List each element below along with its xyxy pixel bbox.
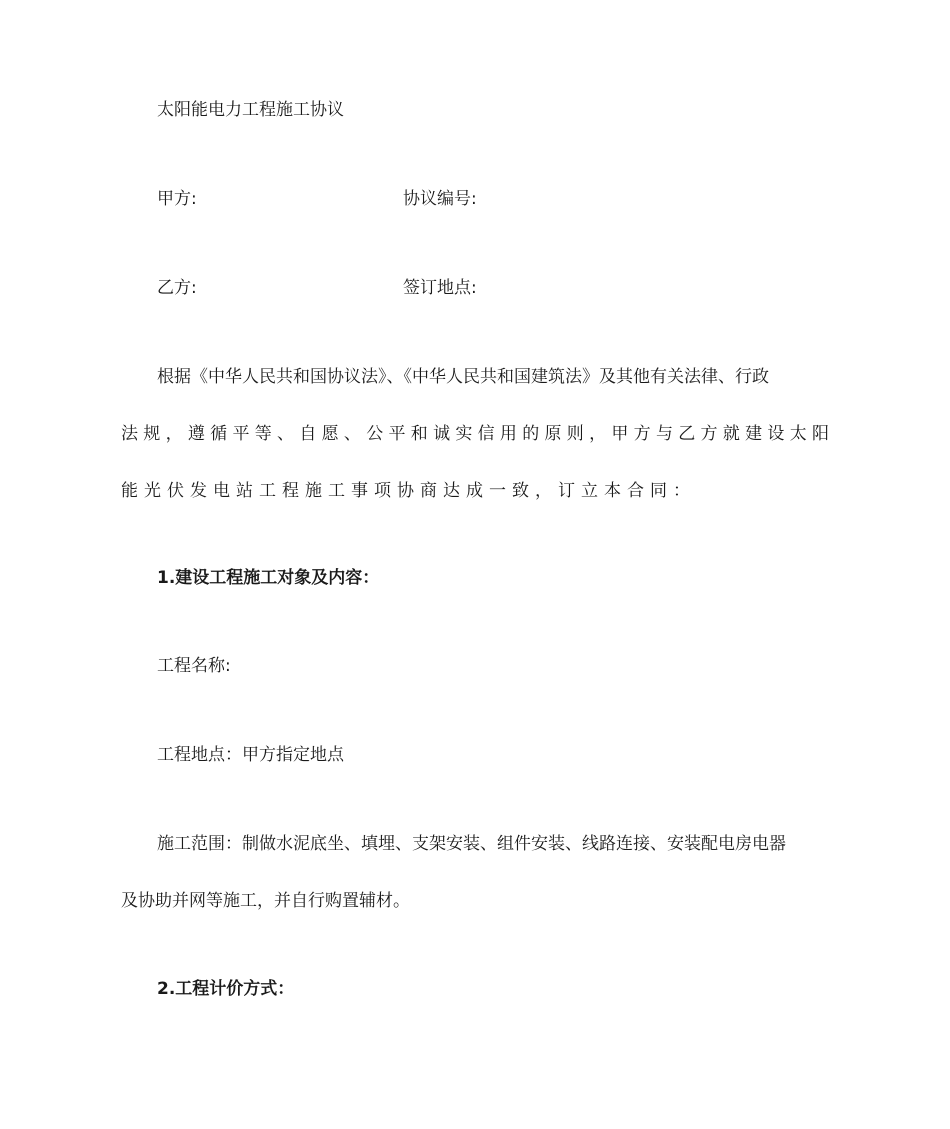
party-a-label: 甲方: [157, 189, 197, 209]
signing-place-label: 签订地点: [403, 278, 477, 298]
party-b-label: 乙方: [157, 278, 197, 298]
contract-number-label: 协议编号: [403, 189, 477, 209]
intro-line-1: 根据《中华人民共和国协议法》、《中华人民共和国建筑法》及其他有关法律、行政 [157, 367, 769, 387]
project-location: 工程地点：甲方指定地点 [157, 745, 344, 765]
scope-line-1: 施工范围：制做水泥底坐、填埋、支架安装、组件安装、线路连接、安装配电房电器 [157, 834, 786, 854]
scope-line-2: 及协助并网等施工，并自行购置辅材。 [121, 891, 410, 911]
section-2-heading: 2.工程计价方式： [157, 979, 295, 999]
section-1-heading: 1.建设工程施工对象及内容： [157, 568, 380, 588]
project-name-label: 工程名称: [157, 656, 231, 676]
document-title: 太阳能电力工程施工协议 [157, 100, 344, 120]
intro-line-2: 法规，遵循平等、自愿、公平和诚实信用的原则，甲方与乙方就建设太阳 [121, 424, 829, 444]
intro-line-3: 能光伏发电站工程施工事项协商达成一致，订立本合同： [121, 481, 696, 501]
